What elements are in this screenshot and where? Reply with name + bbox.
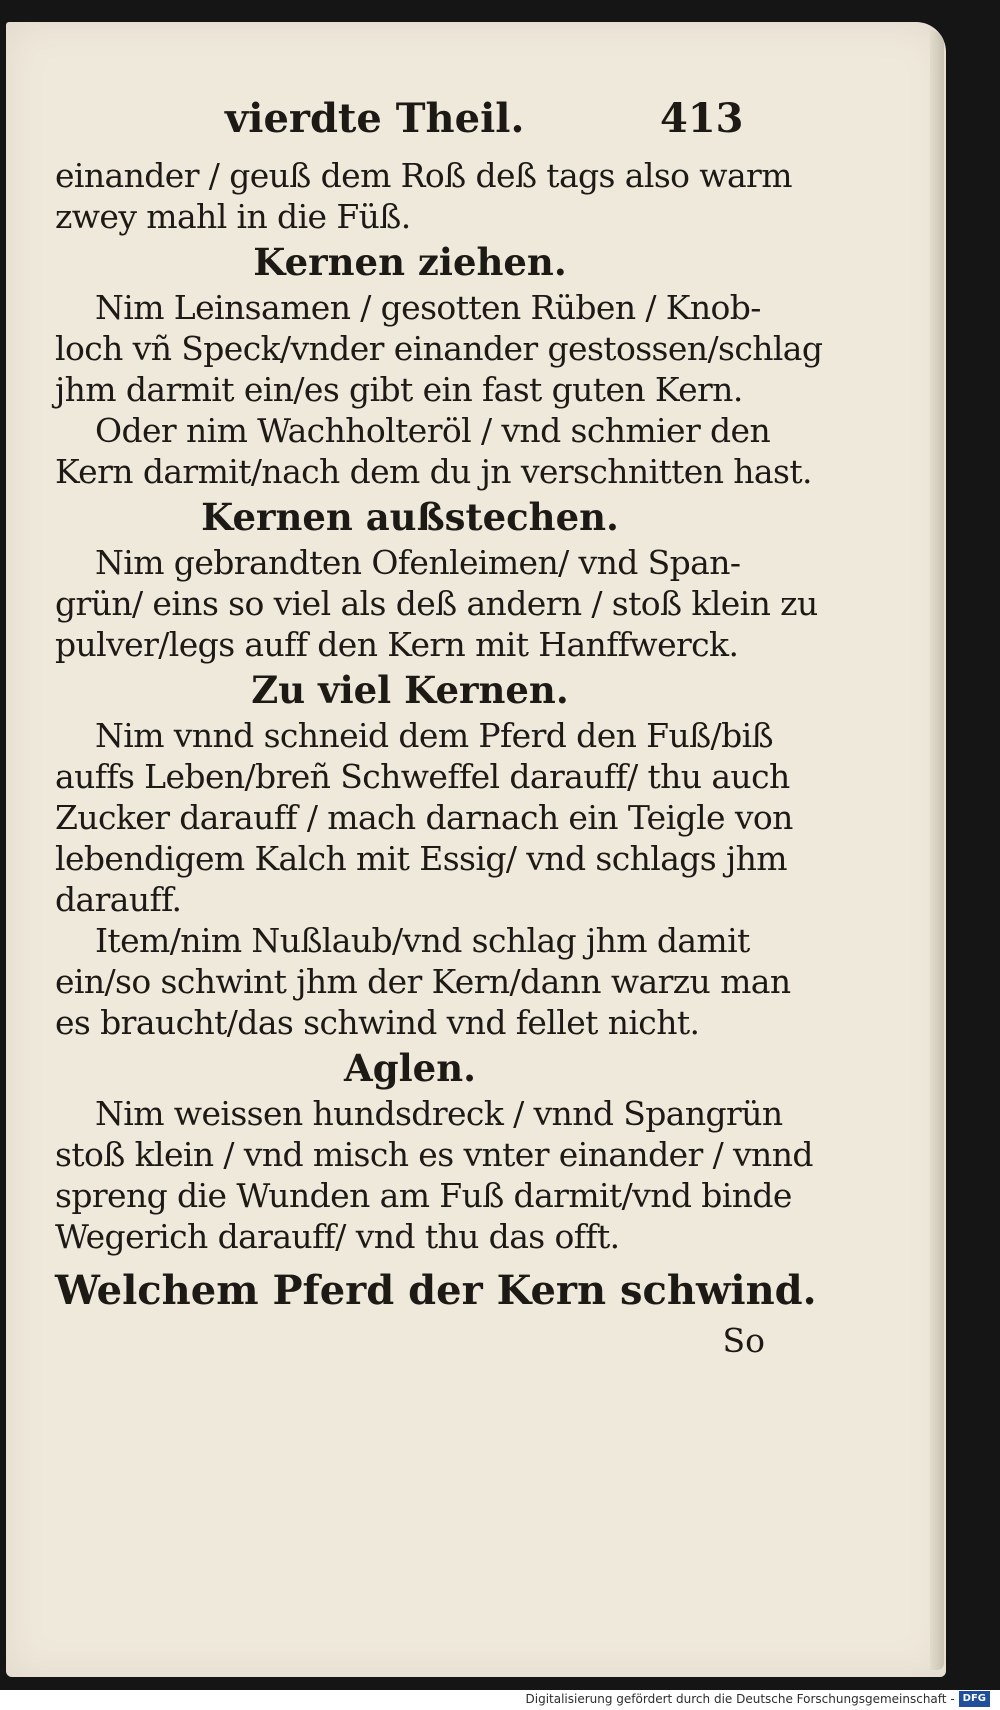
text-line: stoß klein / vnd misch es vnter einander / vnnd xyxy=(55,1135,813,1174)
text-line: loch vñ Speck/vnder einander gestossen/schlag xyxy=(55,329,823,368)
catchword: So xyxy=(722,1321,765,1360)
text-line: einander / geuß dem Roß deß tags also warm xyxy=(55,156,792,195)
paragraph-first-line: Nim Leinsamen / gesotten Rüben / Knob- xyxy=(95,288,761,327)
paragraph-first-line: Item/nim Nußlaub/vnd schlag jhm damit xyxy=(95,921,750,960)
page-number: 413 xyxy=(660,95,744,142)
paragraph-first-line: Nim weissen hundsdreck / vnnd Spangrün xyxy=(95,1094,783,1133)
text-line: Wegerich darauff/ vnd thu das offt. xyxy=(55,1217,620,1256)
text-line: darauff. xyxy=(55,880,182,919)
page-text-block xyxy=(55,95,823,1361)
running-head-title: vierdte Theil. xyxy=(225,95,525,142)
text-line: es braucht/das schwind vnd fellet nicht. xyxy=(55,1003,700,1042)
text-line: jhm darmit ein/es gibt ein fast guten Kern. xyxy=(55,370,743,409)
paragraph-first-line: Nim vnnd schneid dem Pferd den Fuß/biß xyxy=(95,716,773,755)
digitization-credit xyxy=(526,1690,991,1708)
section-heading: Zu viel Kernen. xyxy=(251,668,569,712)
text-line: grün/ eins so viel als deß andern / stoß klein zu xyxy=(55,584,818,623)
page-edge xyxy=(930,30,944,1670)
section-heading: Aglen. xyxy=(344,1046,476,1090)
text-line: auffs Leben/breñ Schweffel darauff/ thu auch xyxy=(55,757,790,796)
text-line: Kern darmit/nach dem du jn verschnitten hast. xyxy=(55,452,812,491)
credit-text: Digitalisierung gefördert durch die Deutsche Forschungsgemeinschaft - xyxy=(525,1692,955,1706)
body-lines xyxy=(55,155,823,1321)
text-line: spreng die Wunden am Fuß darmit/vnd binde xyxy=(55,1176,792,1215)
dfg-logo: DFG xyxy=(959,1691,990,1707)
section-heading: Welchem Pferd der Kern schwind. xyxy=(55,1267,817,1314)
text-line: zwey mahl in die Füß. xyxy=(55,197,411,236)
text-line: ein/so schwint jhm der Kern/dann warzu man xyxy=(55,962,791,1001)
section-heading: Kernen ziehen. xyxy=(253,240,567,284)
paragraph-first-line: Oder nim Wachholteröl / vnd schmier den xyxy=(95,411,771,450)
running-head xyxy=(55,95,765,155)
text-line: Zucker darauff / mach darnach ein Teigle von xyxy=(55,798,793,837)
text-line: pulver/legs auff den Kern mit Hanffwerck. xyxy=(55,625,739,664)
text-line: lebendigem Kalch mit Essig/ vnd schlags jhm xyxy=(55,839,787,878)
paragraph-first-line: Nim gebrandten Ofenleimen/ vnd Span- xyxy=(95,543,741,582)
section-heading: Kernen außstechen. xyxy=(201,495,619,539)
